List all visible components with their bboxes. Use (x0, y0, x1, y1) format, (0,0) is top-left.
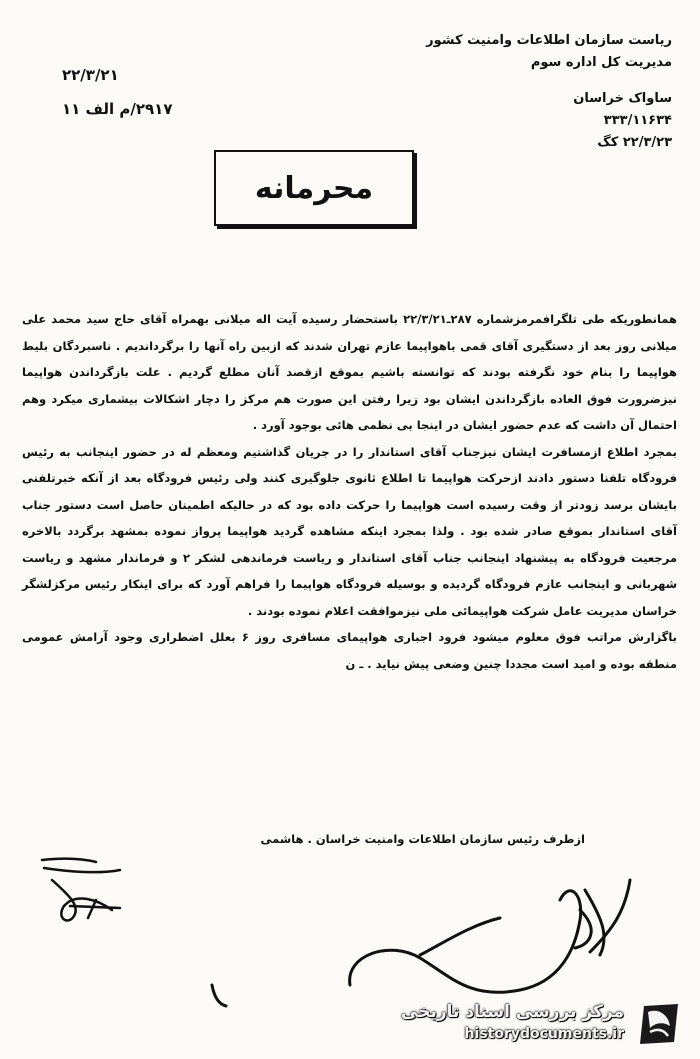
org-line-2: مدیریت کل اداره سوم (530, 55, 672, 70)
handwritten-initials (42, 859, 120, 921)
org-line-1: ریاست سازمان اطلاعات وامنیت کشور (426, 33, 672, 48)
signature-line: ازطرف رئیس سازمان اطلاعات وامنیت خراسان . هاشمی (260, 832, 585, 846)
receipt-date: ۲۲/۳/۲۱ (62, 66, 119, 84)
sender-date: ۲۲/۳/۲۳ کگ (597, 135, 672, 150)
sender-name: ساواک خراسان (573, 91, 672, 106)
sender-reference: ۳۳۳/۱۱۶۳۴ (603, 113, 672, 128)
paragraph-1: همانطوریکه طی تلگرافمرمزشماره ۲۸۷ـ۲۲/۳/۲۱ باستحضار رسیده آیت اله میلانی بهمراه آقای حاج سید محمد علی میلانی روز بعد از دستگیری آقای قمی باهواپیما عازم تهران شدند که ازبین راه آنها را برگرداندیم . ناسبردگان بلیط هواپیما را بنام خود نگرفته بودند که توانسته باشیم بموقع ازقصد آنان مطلع گردیم . علت بازگرداندن هواپیما نیزضرورت فوق العاده بازگرداندن ایشان بود زیرا رفتن این صورت هم مرکز را دچار اشکالات بیشماری میکرد وهم احتمال آن داشت که عدم حضور ایشان در اینجا بی نظمی هائی بوجود آورد . (22, 312, 677, 432)
paragraph-3: باگزارش مراتب فوق معلوم میشود فرود اجباری هواپیمای مسافری روز ۶ بعلل اضطراری وجود آرامش عمومی منطقه بوده و امید است مجددا چنین وضعی پیش نیاید . ـ ن (22, 630, 678, 671)
archive-logo-icon (634, 1000, 686, 1048)
archive-watermark (396, 998, 686, 1050)
receipt-reference: ۲۹۱۷/م الف ۱۱ (62, 100, 173, 118)
watermark-url: historydocuments.ir (464, 1026, 624, 1042)
classification-label: محرمانه (254, 170, 374, 206)
watermark-title: مرکز بررسی اسناد تاریخی (401, 1002, 624, 1022)
paragraph-2: بمجرد اطلاع ازمسافرت ایشان نیزجناب آقای استاندار را در جریان گذاشتیم ومعظم له در حضور اینجانب به رئیس فرودگاه تلفنا دستور دادند ازحرکت هواپیما تا اطلاع ثانوی جلوگیری کنند ولی رئیس فرودگاه بعد از آنکه خبرتلفنی بایشان برسد زودتر از وقت رسیده است هواپیما را حرکت داده بود که در حالیکه اطمینان حاصل است دستور جناب آقای استاندار بموقع صادر شده بود . ولذا بمجرد اینکه مشاهده گردید هواپیما پرواز نموده بمشهد برگردد بالاخره مرجعیت فرودگاه به پیشنهاد اینجانب جناب آقای استاندار و ریاست فرماندهی لشکر ۲ و فرماندار مشهد و ریاست شهربانی و اینجانب عازم فرودگاه گردیده و بوسیله فرودگاه هواپیما را فراهم آورد که برای اینکار رئیس مرکزلشگر خراسان مدیریت عامل شرکت هواپیمائی ملی نیزموافقت اعلام نموده بودند . (22, 444, 677, 618)
handwritten-signature (212, 880, 630, 1006)
